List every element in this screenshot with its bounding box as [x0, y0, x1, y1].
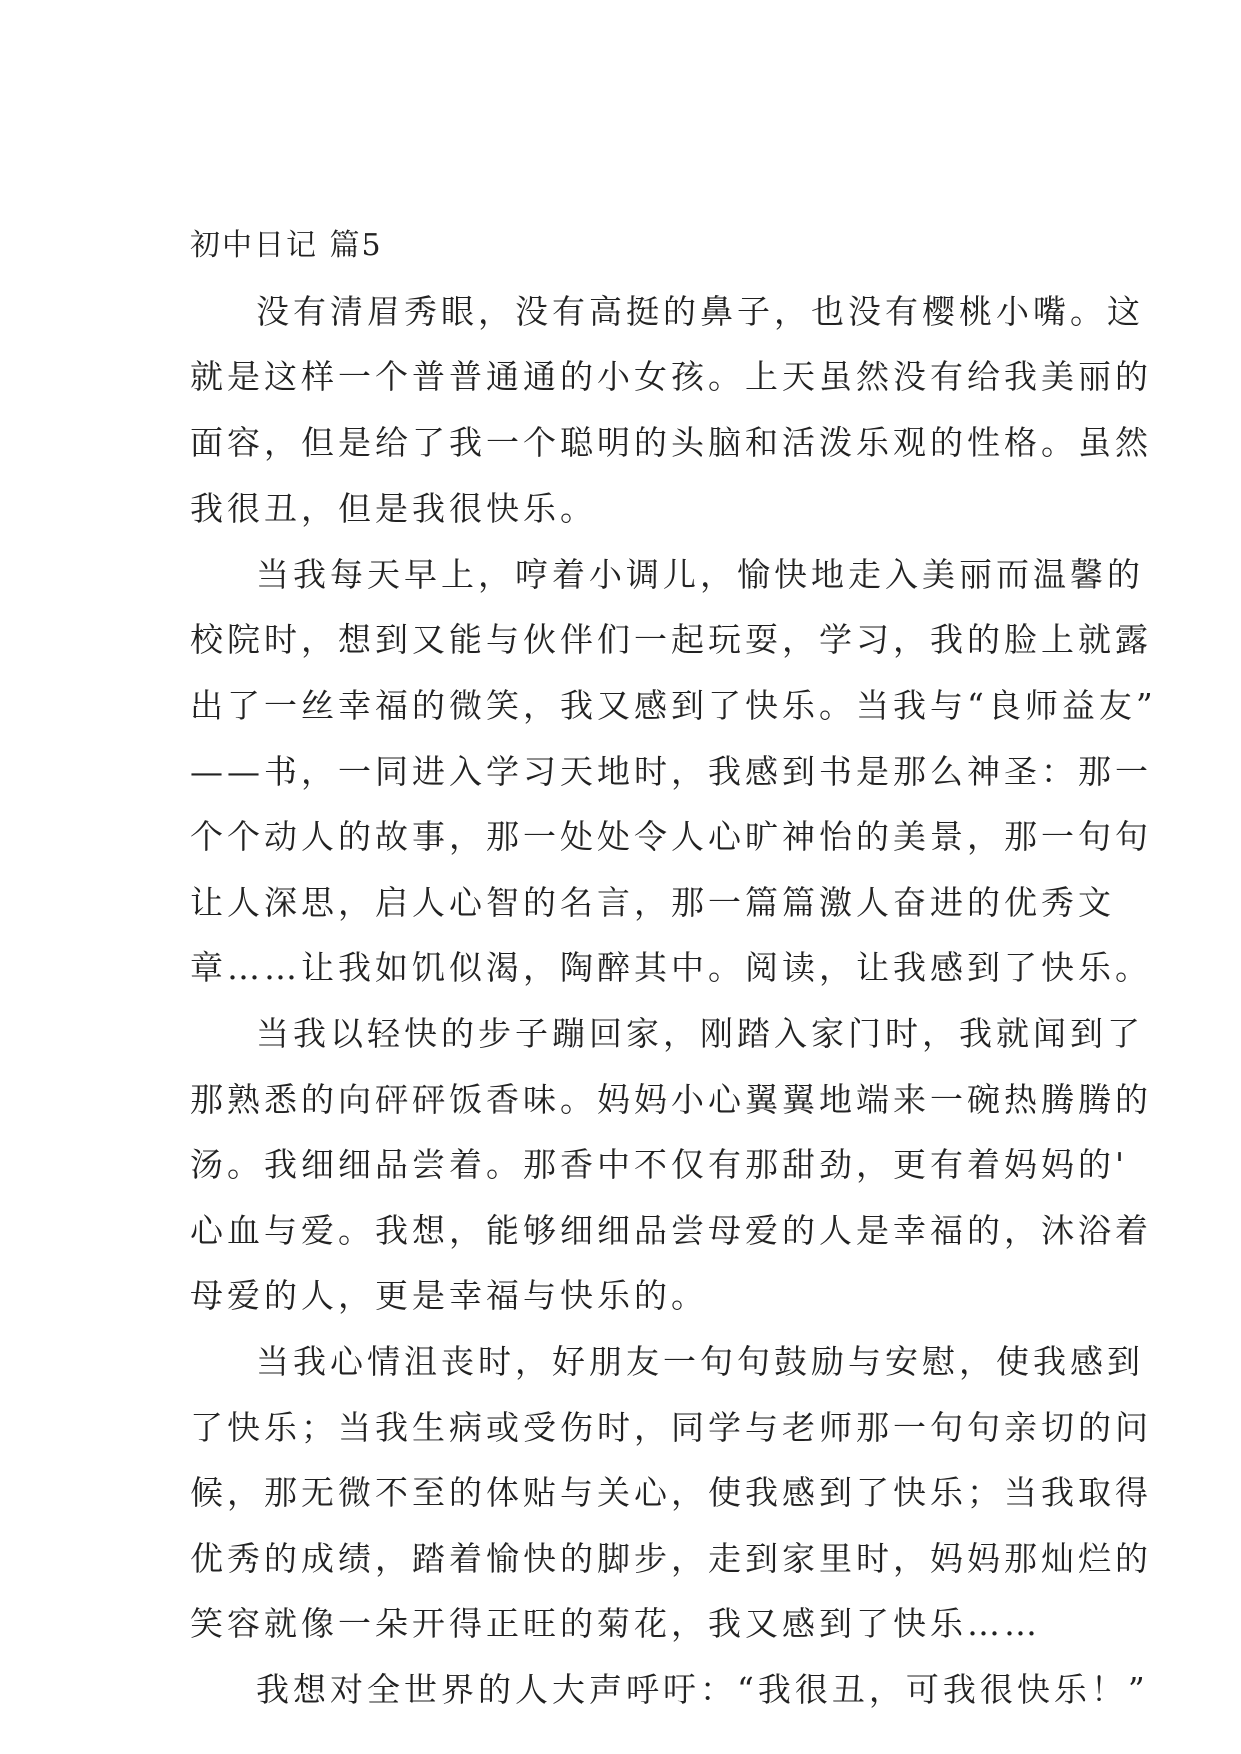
paragraph-1-line-2: 就是这样一个普普通通的小女孩。上天虽然没有给我美丽的 [190, 357, 1152, 396]
paragraph-2-line-4: ——书，一同进入学习天地时，我感到书是那么神圣：那一 [190, 752, 1152, 791]
paragraph-2-line-7: 章……让我如饥似渴，陶醉其中。阅读，让我感到了快乐。 [190, 948, 1152, 987]
paragraph-4-line-3: 候，那无微不至的体贴与关心，使我感到了快乐；当我取得 [190, 1473, 1152, 1512]
paragraph-5-line-1: 我想对全世界的人大声呼吁：“我很丑，可我很快乐！” [256, 1670, 1149, 1709]
paragraph-4-line-1: 当我心情沮丧时，好朋友一句句鼓励与安慰，使我感到 [256, 1342, 1144, 1381]
paragraph-2-line-2: 校院时，想到又能与伙伴们一起玩耍，学习，我的脸上就露 [190, 620, 1152, 659]
paragraph-4-line-5: 笑容就像一朵开得正旺的菊花，我又感到了快乐…… [190, 1604, 1041, 1643]
paragraph-3-line-2: 那熟悉的向砰砰饭香味。妈妈小心翼翼地端来一碗热腾腾的 [190, 1080, 1152, 1119]
paragraph-2-line-3: 出了一丝幸福的微笑，我又感到了快乐。当我与“良师益友” [190, 686, 1157, 725]
paragraph-3-line-1: 当我以轻快的步子蹦回家，刚踏入家门时，我就闻到了 [256, 1014, 1144, 1053]
paragraph-1-line-4: 我很丑，但是我很快乐。 [190, 489, 597, 528]
paragraph-2-line-5: 个个动人的故事，那一处处令人心旷神怡的美景，那一句句 [190, 817, 1152, 856]
paragraph-4-line-2: 了快乐；当我生病或受伤时，同学与老师那一句句亲切的问 [190, 1408, 1152, 1447]
paragraph-3-line-5: 母爱的人，更是幸福与快乐的。 [190, 1276, 708, 1315]
paragraph-1-line-1: 没有清眉秀眼，没有高挺的鼻子，也没有樱桃小嘴。这 [256, 292, 1144, 331]
paragraph-4-line-4: 优秀的成绩，踏着愉快的脚步，走到家里时，妈妈那灿烂的 [190, 1539, 1152, 1578]
document-title: 初中日记 篇5 [190, 228, 383, 263]
paragraph-2-line-6: 让人深思，启人心智的名言，那一篇篇激人奋进的优秀文 [190, 883, 1115, 922]
paragraph-2-line-1: 当我每天早上，哼着小调儿，愉快地走入美丽而温馨的 [256, 555, 1144, 594]
paragraph-1-line-3: 面容，但是给了我一个聪明的头脑和活泼乐观的性格。虽然 [190, 423, 1152, 462]
paragraph-3-line-3: 汤。我细细品尝着。那香中不仅有那甜劲，更有着妈妈的' [190, 1145, 1129, 1184]
paragraph-3-line-4: 心血与爱。我想，能够细细品尝母爱的人是幸福的，沐浴着 [190, 1211, 1152, 1250]
